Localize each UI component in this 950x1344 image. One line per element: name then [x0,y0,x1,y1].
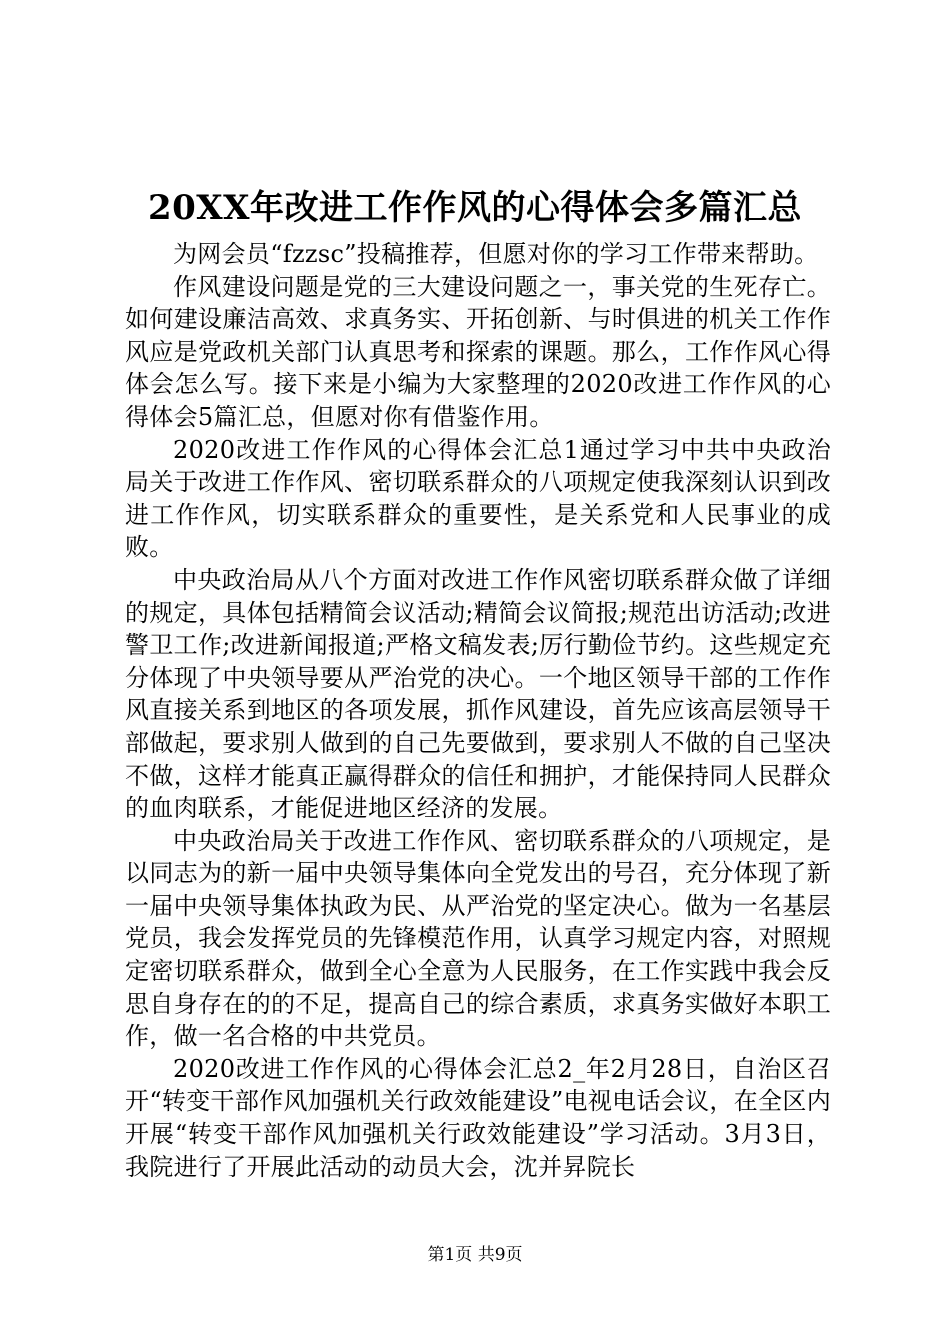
page-number-footer: 第1页 共9页 [427,1245,523,1265]
document-body [125,238,831,1183]
paragraph-essay-1-conclusion: 中央政治局关于改进工作作风、密切联系群众的八项规定，是以同志为的新一届中央领导集体向全党发出的号召，充分体现了新一届中央领导集体执政为民、从严治党的坚定决心。做为一名基层党员，我会发挥党员的先锋模范作用，认真学习规定内容，对照规定密切联系群众，做到全心全意为人民服务，在工作实践中我会反思自身存在的的不足，提高自己的综合素质，求真务实做好本职工作，做一名合格的中共党员。 [125,826,831,1051]
paragraph-essay-1-start: 2020改进工作作风的心得体会汇总1通过学习中共中央政治局关于改进工作作风、密切联系群众的八项规定使我深刻认识到改进工作作风，切实联系群众的重要性，是关系党和人民事业的成败。 [125,435,831,562]
paragraph-preface: 作风建设问题是党的三大建设问题之一，事关党的生死存亡。如何建设廉洁高效、求真务实、开拓创新、与时俱进的机关工作作风应是党政机关部门认真思考和探索的课题。那么，工作作风心得体会怎么写。接下来是小编为大家整理的2020改进工作作风的心得体会5篇汇总，但愿对你有借鉴作用。 [125,272,831,431]
paragraph-essay-2-start: 2020改进工作作风的心得体会汇总2_年2月28日，自治区召开“转变干部作风加强机关行政效能建设”电视电话会议，在全区内开展“转变干部作风加强机关行政效能建设”学习活动。3月3日，我院进行了开展此活动的动员大会，沈并昇院长 [125,1054,831,1181]
paragraph-intro: 为网会员“fzzsc”投稿推荐，但愿对你的学习工作带来帮助。 [173,240,819,268]
paragraph-essay-1-rules: 中央政治局从八个方面对改进工作作风密切联系群众做了详细的规定，具体包括精简会议活动;精简会议简报;规范出访活动;改进警卫工作;改进新闻报道;严格文稿发表;厉行勤俭节约。这些规定充分体现了中央领导要从严治党的决心。一个地区领导干部的工作作风直接关系到地区的各项发展，抓作风建设，首先应该高层领导干部做起，要求别人做到的自己先要做到，要求别人不做的自己坚决不做，这样才能真正赢得群众的信任和拥护，才能保持同人民群众的血肉联系，才能促进地区经济的发展。 [125,565,831,823]
document-title: 20XX年改进工作作风的心得体会多篇汇总 [147,188,803,228]
